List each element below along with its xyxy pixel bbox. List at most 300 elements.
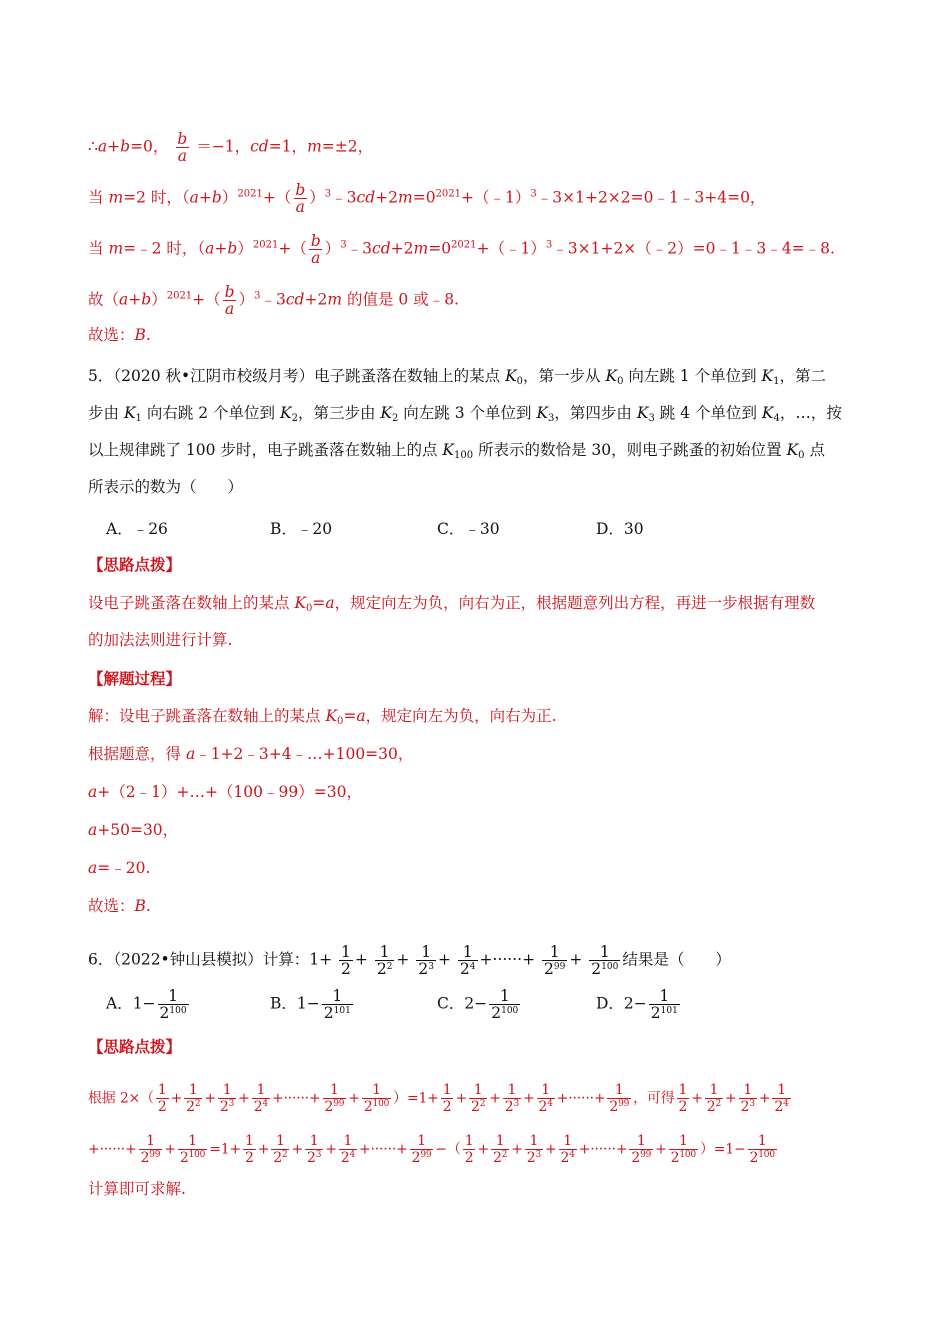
text: 【解题过程】 (88, 669, 182, 688)
text: + (545, 1141, 557, 1158)
denominator (252, 1098, 270, 1115)
var: K (123, 404, 136, 422)
fraction-1-over-2-pow-2 (375, 944, 395, 977)
text: 根据题意，得 (88, 745, 186, 763)
text: + (128, 290, 142, 309)
numerator: 1 (473, 1082, 483, 1098)
denominator (542, 960, 567, 977)
numerator: 1 (507, 1082, 517, 1098)
denominator (218, 1098, 236, 1115)
var: K (761, 404, 774, 422)
subscript: 1 (773, 376, 780, 387)
denominator (139, 1149, 163, 1166)
denominator (489, 1004, 520, 1021)
var: K (380, 404, 392, 422)
text: +2 (304, 290, 328, 309)
q5-solution-line-3 (88, 782, 362, 802)
numerator: 1 (541, 1082, 551, 1098)
subscript: 100 (453, 450, 474, 461)
fraction-1-over-2-pow-99 (139, 1133, 163, 1166)
var: a (119, 290, 129, 309)
var: K (505, 367, 517, 385)
var: K (325, 707, 338, 725)
q6-option-a[interactable] (106, 988, 191, 1021)
denominator (589, 960, 620, 977)
fraction-b-over-a (175, 131, 189, 164)
fraction-1-over-2-pow-99 (323, 1082, 347, 1115)
numerator: 1 (549, 943, 560, 961)
subscript: 0 (337, 716, 344, 727)
text: ﹣3 (346, 239, 373, 258)
denominator (158, 1004, 189, 1021)
text: . (145, 326, 151, 344)
subscript: 2 (291, 413, 298, 424)
var: cd (250, 137, 269, 156)
fraction-1-over-2-pow-3 (416, 944, 436, 977)
exponent: 2021 (252, 239, 279, 251)
text: ﹣3×1+2×（﹣2）=0﹣1﹣3﹣4=﹣8. (552, 239, 835, 258)
text: ∴ (88, 137, 98, 156)
numerator: 1 (417, 1133, 426, 1149)
text: =1， (268, 137, 308, 156)
fraction-1-over-2-pow-99 (607, 1082, 631, 1115)
numerator: 1 (168, 987, 179, 1005)
denominator (184, 1098, 202, 1115)
numerator: 1 (146, 1133, 155, 1149)
denominator (362, 1098, 391, 1115)
numerator: 1 (499, 987, 510, 1005)
fraction-1-over-2-pow-100 (178, 1133, 207, 1166)
base: 2 (526, 1150, 536, 1166)
fraction-1-over-2 (339, 944, 353, 977)
numerator: b (177, 130, 188, 148)
var: a (185, 745, 196, 763)
exponent: 4 (349, 1150, 356, 1160)
numerator: 1 (244, 1133, 254, 1149)
var: a (325, 594, 335, 612)
text: 故（ (88, 290, 120, 309)
text: =1+ (209, 1141, 241, 1158)
fraction-1-over-2-pow-4 (559, 1133, 577, 1166)
text: ，第三步由 (297, 404, 381, 422)
text: 故选： (88, 326, 135, 344)
denominator (375, 960, 395, 977)
exponent: 2 (479, 1099, 486, 1109)
var: b (120, 137, 131, 156)
q6-hint-line-1 (88, 1082, 793, 1115)
exponent: 4 (783, 1099, 789, 1109)
text: ） (238, 290, 255, 309)
denominator (271, 1149, 289, 1166)
text: 解：设电子跳蚤落在数轴上的某点 (88, 707, 326, 725)
text: =﹣2 时，（ (123, 239, 206, 258)
base: 2 (470, 1099, 480, 1115)
var: K (786, 441, 799, 459)
fraction-1-over-2-pow-100 (362, 1082, 391, 1115)
base: 2 (749, 1150, 759, 1166)
fraction-1-over-2 (677, 1082, 690, 1115)
subscript: 0 (306, 603, 313, 614)
subscript: 1 (135, 413, 142, 424)
numerator: 1 (743, 1082, 753, 1098)
exponent: 99 (149, 1150, 161, 1160)
fraction-1-over-2 (441, 1082, 454, 1115)
text: 的值是 0 或﹣8. (342, 290, 459, 309)
q5-option-b[interactable] (270, 517, 332, 539)
denominator: 2 (341, 960, 351, 978)
exponent: 3 (749, 1099, 755, 1109)
denominator (629, 1149, 653, 1166)
numerator: 1 (563, 1133, 573, 1149)
exponent: 2 (501, 1150, 508, 1160)
option-label: A．1− (106, 994, 156, 1013)
solution-line-3 (88, 233, 835, 266)
exponent: 3 (340, 239, 347, 251)
numerator: b (224, 283, 235, 301)
text: 6．（2022•钟山县模拟）计算：1+ (88, 950, 333, 969)
text: =﹣20. (97, 859, 151, 877)
fraction-1-over-2-pow-3 (503, 1082, 521, 1115)
solution-line-1 (88, 131, 373, 164)
text: 向左跳 3 个单位到 (398, 404, 537, 422)
text: +······+ (359, 1141, 408, 1158)
base: 2 (538, 1099, 548, 1115)
text: + (348, 1090, 360, 1107)
var: K (279, 404, 292, 422)
exponent: 4 (547, 1099, 553, 1109)
text: ） (151, 290, 167, 309)
subscript: 4 (773, 413, 780, 424)
var: a (88, 783, 98, 801)
option-label: B．1− (270, 994, 320, 1013)
text: ，第四步由 (554, 404, 637, 422)
q5-stem-line-2 (88, 403, 842, 423)
text: =0 (428, 239, 452, 258)
base: 2 (650, 1004, 661, 1022)
numerator: 1 (330, 1082, 339, 1098)
text: +（2﹣1）+…+（100﹣99）=30， (97, 783, 362, 801)
subscript: 2 (391, 413, 399, 424)
var: cd (285, 290, 305, 309)
solution-line-2 (88, 182, 765, 215)
exponent: 2021 (451, 239, 477, 251)
var: m (327, 290, 343, 309)
text: 所表示的数为（ ） (88, 478, 244, 496)
var: a (189, 188, 199, 207)
q5-option-c[interactable] (437, 517, 500, 539)
text: +（ (262, 188, 292, 207)
q6-hint-line-3 (88, 1179, 186, 1199)
text: ） (221, 188, 238, 207)
numerator: 1 (599, 943, 610, 961)
text: +（﹣1） (461, 188, 531, 207)
base: 2 (631, 1150, 641, 1166)
denominator (739, 1098, 757, 1115)
text: + (691, 1090, 703, 1107)
base: 2 (376, 960, 387, 978)
numerator: 1 (757, 1133, 767, 1149)
denominator (537, 1098, 555, 1115)
numerator: 1 (343, 1133, 353, 1149)
exponent: 100 (601, 962, 619, 972)
fraction-1-over-2 (243, 1133, 256, 1166)
text: 【思路点拨】 (88, 1037, 182, 1056)
numerator: 1 (636, 1133, 646, 1149)
fraction-1-over-2-pow-2 (491, 1133, 509, 1166)
exponent: 2021 (166, 290, 193, 302)
exponent: 99 (640, 1150, 652, 1160)
var: cd (372, 239, 391, 258)
exponent: 2 (386, 962, 393, 972)
var: m (413, 239, 429, 258)
denominator (458, 960, 478, 977)
exponent: 99 (618, 1099, 630, 1109)
q5-solution-line-2 (88, 744, 413, 764)
fraction-1-over-2-pow-3 (739, 1082, 757, 1115)
var: K (605, 367, 618, 385)
exponent: 3 (315, 1150, 322, 1160)
exponent: 100 (188, 1150, 206, 1160)
numerator: 1 (372, 1082, 381, 1098)
text: + (569, 950, 583, 969)
base: 2 (504, 1099, 514, 1115)
text: 5．（2020 秋•江阴市校级月考）电子跳蚤落在数轴上的某点 (88, 367, 506, 385)
var: a (88, 821, 98, 839)
fraction-1-over-2 (156, 1082, 169, 1115)
text: + (655, 1141, 667, 1158)
text: ，可得 (633, 1090, 675, 1107)
text: ，第二 (779, 367, 826, 385)
text: =0， (130, 137, 169, 156)
text: ，规定向左为负，向右为正，根据题意列出方程，再进一步根据有理数 (334, 594, 816, 612)
subscript: 0 (617, 376, 624, 387)
exponent: 2 (194, 1099, 201, 1109)
exponent: 99 (553, 962, 566, 972)
base: 2 (363, 1099, 373, 1115)
text: −（ (435, 1141, 461, 1158)
denominator: 2 (464, 1150, 474, 1166)
denominator (410, 1149, 434, 1166)
exponent: 3 (324, 188, 332, 200)
text: ）=1− (699, 1141, 746, 1158)
option-label: A．﹣26 (106, 520, 168, 538)
denominator (305, 1149, 323, 1166)
denominator: 2 (442, 1099, 452, 1115)
text: +······+ (88, 1141, 137, 1158)
exponent: 2021 (435, 188, 462, 200)
fraction-1-over-2-pow-99 (410, 1133, 434, 1166)
exponent: 100 (758, 1150, 775, 1160)
text: ﹣3 (331, 188, 357, 207)
text: ） (324, 239, 341, 258)
denominator: a (225, 300, 235, 318)
exponent: 100 (501, 1006, 519, 1016)
text: 的加法法则进行计算. (88, 631, 233, 649)
var: m (398, 188, 413, 207)
fraction-1-over-2-pow-3 (525, 1133, 543, 1166)
base: 2 (740, 1099, 750, 1115)
numerator: 1 (709, 1082, 719, 1098)
q6-option-c[interactable] (437, 988, 522, 1021)
fraction-1-over-2-pow-2 (184, 1082, 202, 1115)
denominator (772, 1098, 790, 1115)
fraction-1-over-2 (463, 1133, 476, 1166)
text: 当 (88, 239, 109, 258)
base: 2 (323, 1004, 334, 1022)
text: + (477, 1141, 489, 1158)
var: K (636, 404, 649, 422)
text: = (343, 707, 357, 725)
base: 2 (324, 1099, 334, 1115)
text: ，第一步从 (523, 367, 606, 385)
numerator: 1 (222, 1082, 232, 1098)
numerator: 1 (495, 1133, 505, 1149)
denominator (491, 1149, 509, 1166)
base: 2 (544, 960, 554, 978)
exponent: 4 (469, 962, 476, 972)
exponent: 3 (530, 188, 537, 200)
denominator (503, 1098, 521, 1115)
text: 结果是（ ） (622, 950, 731, 969)
q5-stem-line-4 (88, 477, 243, 497)
fraction-1-over-2-pow-2 (705, 1082, 723, 1115)
text: + (523, 1090, 535, 1107)
q6-option-b[interactable] (270, 988, 355, 1021)
fraction-1-over-2-pow-4 (339, 1133, 357, 1166)
exponent: 4 (262, 1099, 268, 1109)
fraction-1-over-2-pow-2 (469, 1082, 487, 1115)
exponent: 2 (281, 1150, 288, 1160)
numerator: 1 (777, 1082, 786, 1098)
exponent: 101 (660, 1006, 678, 1016)
q5-solution-line-4 (88, 820, 178, 840)
base: 2 (670, 1150, 680, 1166)
var: K (294, 594, 307, 612)
answer-letter: B (134, 326, 146, 344)
q6-hint-heading (88, 1037, 181, 1057)
subscript: 3 (548, 413, 555, 424)
denominator: a (295, 198, 305, 216)
text: . (145, 897, 151, 915)
text: +（ (192, 290, 221, 309)
q5-answer-line (88, 896, 151, 916)
fraction-1-over-2-pow-100 (748, 1133, 777, 1166)
text: + (170, 1090, 183, 1107)
text: ） (237, 239, 253, 258)
var: a (88, 859, 98, 877)
exponent: 3 (535, 1150, 541, 1160)
text: + (511, 1141, 523, 1158)
denominator (469, 1098, 487, 1115)
text: ＝−1， (196, 137, 251, 156)
q6-option-d[interactable] (596, 988, 682, 1021)
numerator: 1 (309, 1133, 319, 1149)
text: =0 (412, 188, 436, 207)
var: b (211, 188, 222, 207)
numerator: 1 (332, 987, 343, 1005)
exponent: 99 (420, 1150, 432, 1160)
fraction-1-over-2-pow-100 (489, 988, 520, 1021)
q5-option-a[interactable] (106, 517, 168, 539)
fraction-1-over-2-pow-3 (305, 1133, 323, 1166)
text: ﹣1+2﹣3+4﹣…+100=30， (195, 745, 414, 763)
text: 【思路点拨】 (88, 555, 182, 574)
numerator: 1 (256, 1082, 266, 1098)
denominator: a (177, 147, 187, 165)
text: + (725, 1090, 737, 1107)
numerator: 1 (462, 943, 473, 961)
var: K (761, 367, 774, 385)
fraction-1-over-2-pow-3 (218, 1082, 236, 1115)
numerator: b (310, 232, 321, 250)
base: 2 (459, 960, 470, 978)
text: + (257, 1141, 270, 1158)
denominator: 2 (157, 1099, 167, 1115)
var: m (108, 239, 124, 258)
text: 向右跳 2 个单位到 (141, 404, 280, 422)
text: +（﹣1） (476, 239, 546, 258)
fraction-1-over-2-pow-100 (158, 988, 189, 1021)
denominator (607, 1098, 631, 1115)
subscript: 3 (648, 413, 655, 424)
text: + (437, 950, 451, 969)
text: 所表示的数恰是 30，则电子跳蚤的初始位置 (473, 441, 787, 459)
text: + (489, 1090, 501, 1107)
fraction-1-over-2-pow-99 (629, 1133, 653, 1166)
q6-stem (88, 944, 731, 977)
fraction-1-over-2-pow-4 (252, 1082, 270, 1115)
var: K (536, 404, 549, 422)
text: + (455, 1090, 467, 1107)
denominator: 2 (244, 1150, 254, 1166)
text: + (198, 188, 212, 207)
denominator (649, 1004, 680, 1021)
text: 跳 4 个单位到 (654, 404, 762, 422)
base: 2 (140, 1150, 150, 1166)
text: 计算即可求解. (88, 1180, 186, 1198)
text: +······+ (479, 950, 536, 969)
base: 2 (492, 1150, 502, 1166)
exponent: 101 (333, 1006, 351, 1016)
fraction-b-over-a (293, 182, 307, 215)
numerator: 1 (157, 1082, 167, 1098)
fraction-1-over-2-pow-101 (649, 988, 680, 1021)
denominator (748, 1149, 777, 1166)
text: +······+ (556, 1090, 606, 1107)
text: =±2， (321, 137, 374, 156)
exponent: 3 (254, 290, 261, 302)
q5-option-d[interactable] (596, 517, 644, 539)
numerator: b (295, 181, 306, 199)
fraction-1-over-2-pow-4 (772, 1082, 790, 1115)
denominator (339, 1149, 357, 1166)
exponent: 4 (569, 1150, 575, 1160)
denominator: 2 (678, 1099, 688, 1115)
base: 2 (179, 1150, 189, 1166)
denominator (559, 1149, 577, 1166)
base: 2 (774, 1099, 784, 1115)
numerator: 1 (529, 1133, 539, 1149)
fraction-1-over-2-pow-4 (458, 944, 478, 977)
numerator: 1 (678, 1133, 688, 1149)
text: +2 (390, 239, 414, 258)
exponent: 99 (333, 1099, 345, 1109)
text: + (238, 1090, 250, 1107)
numerator: 1 (614, 1082, 624, 1098)
denominator (322, 1004, 353, 1021)
q5-hint-line-2 (88, 630, 232, 650)
text: ，规定向左为负，向右为正. (365, 707, 557, 725)
